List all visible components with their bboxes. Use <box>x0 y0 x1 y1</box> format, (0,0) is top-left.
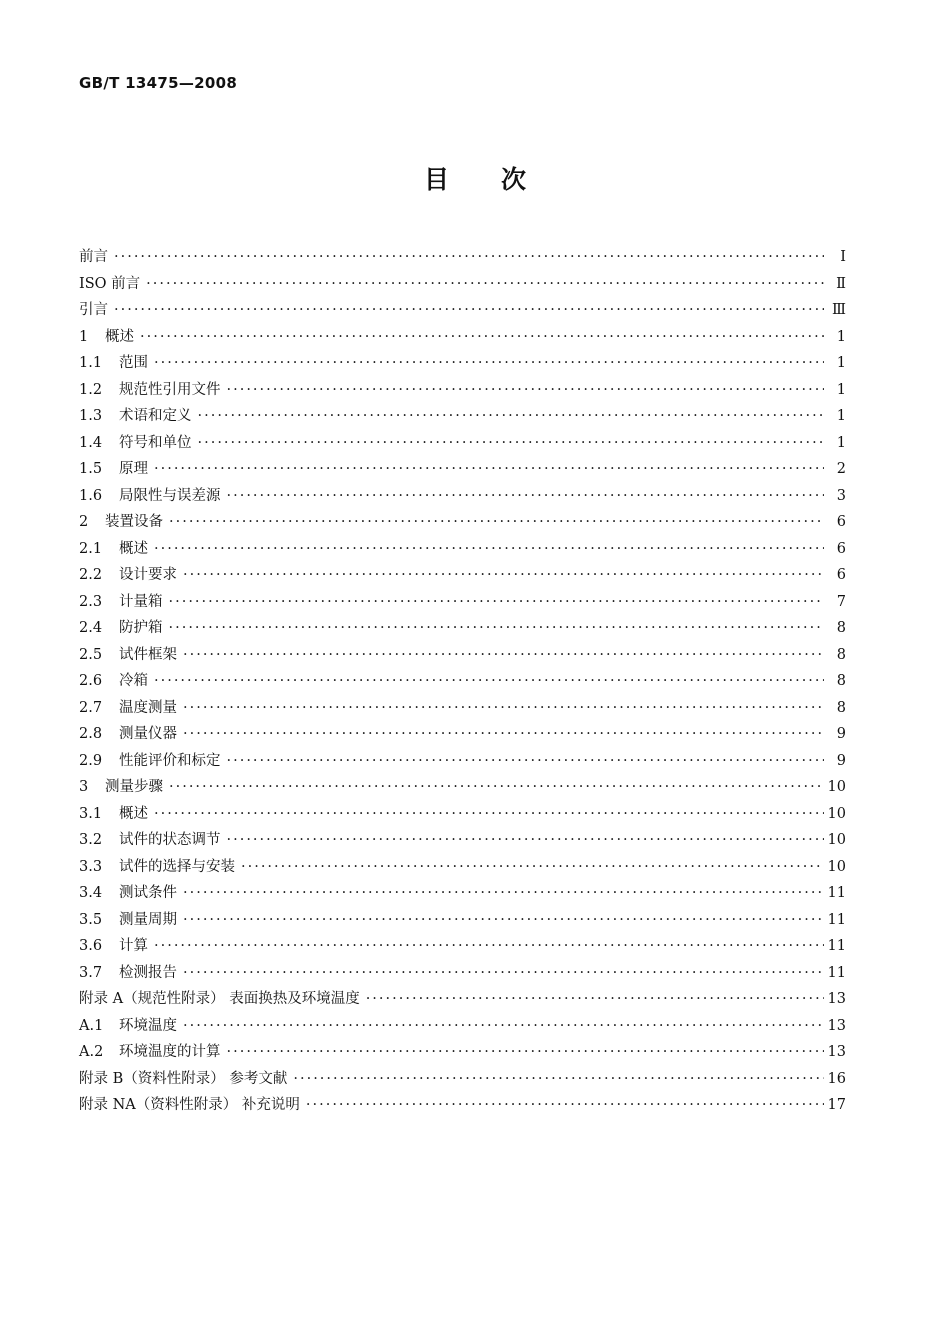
toc-entry-number: 1.1 <box>79 355 103 371</box>
toc-entry-label <box>79 1066 293 1093</box>
toc-entry-label <box>79 350 154 377</box>
toc-entry[interactable] <box>79 933 846 960</box>
toc-leader-dots <box>293 1066 823 1093</box>
toc-entry[interactable] <box>79 536 846 563</box>
toc-entry-page: 11 <box>827 885 846 901</box>
toc-leader-dots <box>114 244 824 271</box>
toc-entry-number: 2.9 <box>79 752 103 769</box>
toc-entry-title: 试件的状态调节 <box>119 832 221 848</box>
toc-entry-number: 3 <box>79 779 89 795</box>
toc-entry[interactable] <box>79 350 846 377</box>
toc-entry-number: 2 <box>79 514 89 530</box>
toc-entry-title: 前言 <box>79 249 108 265</box>
toc-entry-number: 3.7 <box>79 964 103 981</box>
toc-entry-title: 测量步骤 <box>105 779 163 795</box>
toc-entry[interactable] <box>79 509 846 536</box>
toc-entry-page: 10 <box>827 858 846 875</box>
toc-entry-title: 计算 <box>119 938 148 954</box>
toc-entry-label <box>79 774 169 801</box>
toc-entry-title: 规范性引用文件 <box>119 381 221 398</box>
toc-leader-dots <box>154 933 824 960</box>
toc-leader-dots <box>183 907 824 934</box>
toc-entry-title: 附录 A（规范性附录） 表面换热及环境温度 <box>79 991 360 1007</box>
toc-entry-label <box>79 721 183 748</box>
toc-entry[interactable] <box>79 721 846 748</box>
toc-entry-page: 7 <box>836 593 846 610</box>
toc-entry-page: 10 <box>827 779 846 795</box>
toc-entry[interactable] <box>79 695 846 722</box>
toc-entry-number: 3.6 <box>79 938 103 954</box>
toc-entry[interactable] <box>79 1092 846 1119</box>
toc-leader-dots <box>169 589 825 616</box>
toc-entry[interactable] <box>79 827 846 854</box>
toc-entry-title: 测量周期 <box>119 911 177 928</box>
toc-leader-dots <box>154 536 824 563</box>
toc-entry-number: 3.1 <box>79 805 103 822</box>
toc-entry-label <box>79 880 183 907</box>
toc-leader-dots <box>146 271 824 298</box>
toc-entry-label <box>79 430 198 457</box>
toc-entry-label <box>79 695 183 722</box>
toc-entry-label <box>79 562 183 589</box>
toc-entry-number: 2.3 <box>79 593 103 610</box>
toc-entry-label <box>79 589 169 616</box>
toc-entry-title: 术语和定义 <box>119 408 192 424</box>
toc-entry-page: 16 <box>827 1070 846 1087</box>
toc-entry-number: 3.5 <box>79 911 103 928</box>
toc-entry-label <box>79 960 183 987</box>
toc-entry-page: 1 <box>836 328 846 345</box>
toc-entry[interactable] <box>79 297 846 324</box>
toc-entry-label <box>79 536 154 563</box>
toc-entry-number: 1 <box>79 328 89 345</box>
toc-entry-label <box>79 1092 306 1119</box>
toc-entry-title: 概述 <box>119 805 148 822</box>
toc-entry-label <box>79 1013 183 1040</box>
toc-entry-number: 2.7 <box>79 699 103 716</box>
toc-entry-page: 8 <box>836 699 846 716</box>
toc-entry-page: 8 <box>836 673 846 689</box>
toc-entry-number: 2.5 <box>79 646 103 663</box>
toc-entry-title: 试件框架 <box>119 646 177 663</box>
toc-entry-title: 符号和单位 <box>119 434 192 451</box>
toc-entry-title: 冷箱 <box>119 673 148 689</box>
toc-entry-page: 10 <box>827 832 846 848</box>
toc-leader-dots <box>227 1039 824 1066</box>
toc-entry-title: 试件的选择与安装 <box>119 858 235 875</box>
toc-entry-number: 1.2 <box>79 381 103 398</box>
toc-entry-title: 温度测量 <box>119 699 177 716</box>
toc-entry-label <box>79 1039 227 1066</box>
toc-entry[interactable] <box>79 907 846 934</box>
toc-entry-label <box>79 244 114 271</box>
toc-entry-title: 设计要求 <box>119 567 177 583</box>
toc-leader-dots <box>154 801 824 828</box>
toc-entry-title: 测试条件 <box>119 885 177 901</box>
toc-entry-page: 10 <box>827 805 846 822</box>
toc-leader-dots <box>183 695 824 722</box>
toc-leader-dots <box>227 748 825 775</box>
toc-entry[interactable] <box>79 801 846 828</box>
toc-entry-label <box>79 271 146 298</box>
toc-entry-title: 防护箱 <box>119 620 163 636</box>
toc-entry-title: 附录 B（资料性附录） 参考文献 <box>79 1070 288 1087</box>
toc-entry[interactable] <box>79 324 846 351</box>
toc-entry-label <box>79 801 154 828</box>
toc-entry-title: 附录 NA（资料性附录） 补充说明 <box>79 1097 300 1113</box>
toc-entry-page: 6 <box>836 567 846 583</box>
toc-entry-page: Ⅰ <box>840 249 846 265</box>
toc-entry-number: 3.3 <box>79 858 103 875</box>
toc-entry-title: 概述 <box>105 328 134 345</box>
toc-entry[interactable] <box>79 430 846 457</box>
toc-entry-label <box>79 615 169 642</box>
toc-entry-number: 2.6 <box>79 673 103 689</box>
toc-leader-dots <box>140 324 824 351</box>
toc-entry-page: 6 <box>836 514 846 530</box>
toc-entry-title: 概述 <box>119 540 148 557</box>
toc-entry-page: Ⅱ <box>836 275 846 292</box>
toc-leader-dots <box>227 377 825 404</box>
toc-leader-dots <box>154 456 824 483</box>
toc-entry-page: 9 <box>836 726 846 742</box>
toc-leader-dots <box>169 509 824 536</box>
toc-entry-title: 局限性与误差源 <box>119 487 221 504</box>
toc-entry-page: 6 <box>836 540 846 557</box>
toc-entry-label <box>79 748 227 775</box>
toc-entry[interactable] <box>79 244 846 271</box>
toc-entry-page: 9 <box>836 752 846 769</box>
toc-entry-label <box>79 377 227 404</box>
toc-entry-page: 1 <box>836 434 846 451</box>
toc-entry-page: 17 <box>827 1097 846 1113</box>
toc-leader-dots <box>183 721 824 748</box>
toc-entry-title: 检测报告 <box>119 964 177 981</box>
toc-entry-page: 3 <box>836 487 846 504</box>
toc-leader-dots <box>306 1092 824 1119</box>
toc-entry[interactable] <box>79 562 846 589</box>
toc-entry[interactable] <box>79 403 846 430</box>
toc-entry[interactable] <box>79 960 846 987</box>
toc-entry[interactable] <box>79 854 846 881</box>
toc-leader-dots <box>241 854 824 881</box>
toc-leader-dots <box>154 350 824 377</box>
toc-entry-number: 2.8 <box>79 726 103 742</box>
toc-entry-label <box>79 324 140 351</box>
toc-entry-number: 1.4 <box>79 434 103 451</box>
toc-entry-page: 11 <box>827 964 846 981</box>
toc-entry-label <box>79 297 114 324</box>
toc-entry-page: 1 <box>836 355 846 371</box>
toc-entry-label <box>79 483 227 510</box>
toc-entry-label <box>79 986 366 1013</box>
toc-entry[interactable] <box>79 1066 846 1093</box>
toc-entry-number: 2.1 <box>79 540 103 557</box>
toc-entry[interactable] <box>79 271 846 298</box>
toc-entry-label <box>79 933 154 960</box>
toc-entry[interactable] <box>79 377 846 404</box>
toc-leader-dots <box>183 562 824 589</box>
toc-entry-number: 3.2 <box>79 832 103 848</box>
toc-entry-label <box>79 854 241 881</box>
toc-entry-title: 装置设备 <box>105 514 163 530</box>
toc-entry-title: 性能评价和标定 <box>119 752 221 769</box>
toc-entry-title: 范围 <box>119 355 148 371</box>
toc-entry-number: 2.4 <box>79 620 103 636</box>
toc-entry[interactable] <box>79 986 846 1013</box>
toc-entry[interactable] <box>79 615 846 642</box>
toc-entry-label <box>79 642 183 669</box>
toc-entry-page: 11 <box>827 938 846 954</box>
toc-entry-title: 环境温度的计算 <box>119 1044 221 1060</box>
toc-entry-label <box>79 907 183 934</box>
toc-leader-dots <box>183 880 824 907</box>
toc-leader-dots <box>114 297 824 324</box>
toc-entry[interactable] <box>79 880 846 907</box>
toc-entry[interactable] <box>79 642 846 669</box>
toc-entry-page: 11 <box>827 911 846 928</box>
toc-entry[interactable] <box>79 589 846 616</box>
toc-entry-number: 2.2 <box>79 567 103 583</box>
toc-entry-page: 8 <box>836 646 846 663</box>
toc-entry-label <box>79 668 154 695</box>
toc-leader-dots <box>227 483 825 510</box>
toc-entry-page: 1 <box>836 408 846 424</box>
table-of-contents <box>79 244 846 1119</box>
toc-entry-title: 测量仪器 <box>119 726 177 742</box>
toc-entry-page: 2 <box>836 461 846 477</box>
toc-leader-dots <box>154 668 824 695</box>
toc-entry[interactable] <box>79 1039 846 1066</box>
toc-leader-dots <box>198 430 825 457</box>
toc-entry-number: 1.5 <box>79 461 103 477</box>
toc-leader-dots <box>183 960 824 987</box>
toc-leader-dots <box>183 642 824 669</box>
toc-entry[interactable] <box>79 748 846 775</box>
toc-leader-dots <box>366 986 824 1013</box>
toc-entry-number: 1.6 <box>79 487 103 504</box>
toc-entry-title: 原理 <box>119 461 148 477</box>
toc-entry-page: 1 <box>836 381 846 398</box>
toc-entry[interactable] <box>79 774 846 801</box>
page-title: 目次 <box>423 165 578 194</box>
toc-entry-page: 8 <box>836 620 846 636</box>
toc-leader-dots <box>169 774 824 801</box>
toc-entry[interactable] <box>79 668 846 695</box>
toc-entry-label <box>79 827 227 854</box>
toc-entry[interactable] <box>79 1013 846 1040</box>
toc-entry-page: 13 <box>827 1017 846 1034</box>
toc-entry-page: Ⅲ <box>832 302 846 318</box>
toc-leader-dots <box>169 615 825 642</box>
toc-entry-number: 1.3 <box>79 408 103 424</box>
toc-entry-title: 计量箱 <box>119 593 163 610</box>
toc-entry-number: A.2 <box>79 1044 104 1060</box>
standard-code: GB/T 13475—2008 <box>79 74 238 92</box>
toc-entry-label <box>79 456 154 483</box>
toc-entry-title: 引言 <box>79 302 108 318</box>
toc-entry-number: A.1 <box>79 1017 104 1034</box>
toc-entry-number: 3.4 <box>79 885 103 901</box>
toc-leader-dots <box>183 1013 824 1040</box>
toc-entry[interactable] <box>79 483 846 510</box>
toc-entry-page: 13 <box>827 991 846 1007</box>
toc-entry-title: 环境温度 <box>119 1017 177 1034</box>
toc-entry[interactable] <box>79 456 846 483</box>
toc-entry-page: 13 <box>827 1044 846 1060</box>
toc-entry-label <box>79 403 198 430</box>
toc-entry-label <box>79 509 169 536</box>
toc-leader-dots <box>227 827 824 854</box>
toc-entry-title: ISO 前言 <box>79 275 141 292</box>
toc-leader-dots <box>198 403 825 430</box>
